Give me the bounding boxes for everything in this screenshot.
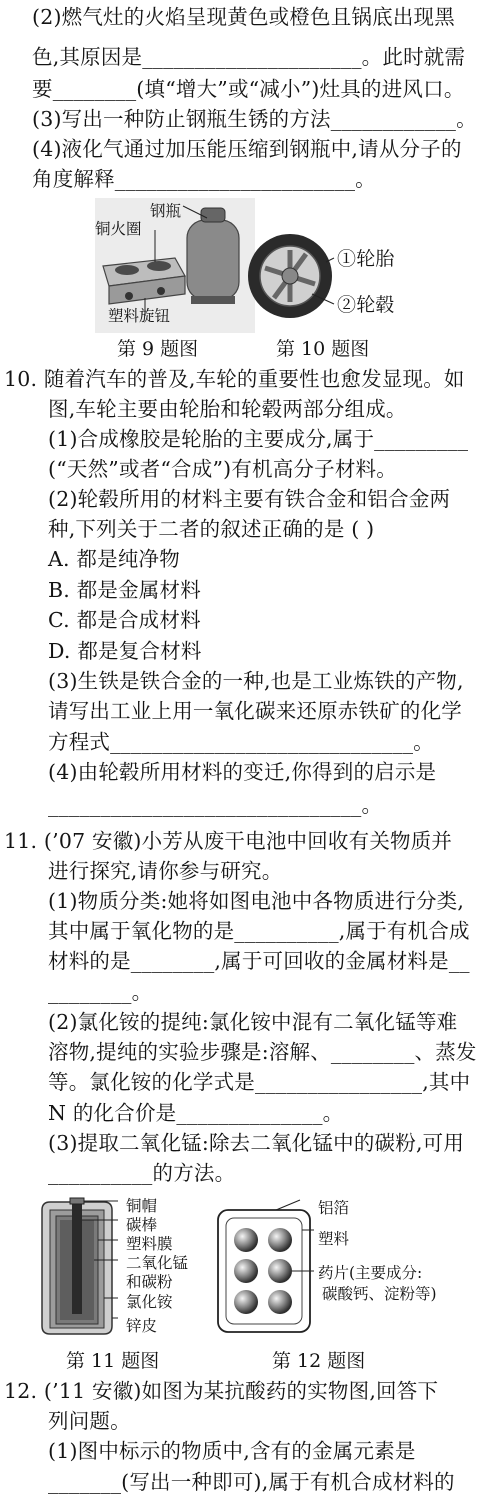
- label-wheel-hub: ②轮毂: [337, 294, 395, 316]
- antacid-blister-pack: [216, 1208, 312, 1334]
- q10-line-5: (2)轮毂所用的材料主要有铁合金和铝合金两: [48, 487, 451, 511]
- q11-line-4: 其中属于氧化物的是__________,属于有机合成: [48, 919, 470, 943]
- q10-line-10: (4)由轮毂所用材料的变迁,你得到的启示是: [48, 760, 437, 784]
- q9-line-3: 要________(填“增大”或“减小”)灶具的进风口。: [32, 77, 465, 101]
- label-copper-ring: 铜火圈: [95, 220, 142, 238]
- label-battery-1: 碳棒: [126, 1216, 158, 1234]
- q9-line-4: (3)写出一种防止钢瓶生锈的方法____________。: [32, 107, 477, 131]
- q11-line-5: 材料的是________,属于可回收的金属材料是__: [48, 949, 470, 973]
- q12-line-2: 列问题。: [48, 1409, 131, 1433]
- q10-line-2: 图,车轮主要由轮胎和轮毂两部分组成。: [48, 397, 407, 421]
- q11-line-11: (3)提取二氧化锰:除去二氧化锰中的碳粉,可用: [48, 1131, 465, 1155]
- q10-option-b: B. 都是金属材料: [48, 578, 201, 602]
- q12-line-4: _______(写出一种即可),属于有机合成材料的: [48, 1470, 455, 1494]
- q9-line-1: (2)燃气灶的火焰呈现黄色或橙色且锅底出现黑: [32, 5, 455, 29]
- q10-line-8: 请写出工业上用一氧化碳来还原赤铁矿的化学: [48, 699, 462, 723]
- q10-line-3: (1)合成橡胶是轮胎的主要成分,属于_________: [48, 427, 469, 451]
- figure-11-caption: 第 11 题图: [66, 1350, 160, 1372]
- q9-line-6: 角度解释_______________________。: [32, 167, 376, 191]
- q9-line-5: (4)液化气通过加压能压缩到钢瓶中,请从分子的: [32, 137, 462, 161]
- label-battery-0: 铜帽: [126, 1197, 158, 1215]
- label-battery-3: 二氧化锰: [126, 1254, 189, 1272]
- q11-line-6: ________。: [48, 980, 153, 1004]
- q11-line-9: 等。氯化铵的化学式是________________,其中: [48, 1070, 471, 1094]
- q10-line-9: 方程式_____________________________。: [48, 730, 434, 754]
- q9-line-2: 色,其原因是_____________________。此时就需: [32, 45, 466, 69]
- dry-battery-cross-section: [36, 1198, 118, 1338]
- q11-line-2: 进行探究,请你参与研究。: [48, 859, 283, 883]
- label-battery-6: 锌皮: [126, 1317, 158, 1335]
- q10-option-a: A. 都是纯净物: [48, 547, 180, 571]
- q12-line-3: (1)图中标示的物质中,含有的金属元素是: [48, 1439, 416, 1463]
- q10-line-7: (3)生铁是铁合金的一种,也是工业炼铁的产物,: [48, 669, 464, 693]
- label-plastic-knob: 塑料旋钮: [108, 307, 171, 325]
- q11-line-7: (2)氯化铵的提纯:氯化铵中混有二氧化锰等难: [48, 1010, 458, 1034]
- q10-line-11: ______________________________。: [48, 793, 383, 817]
- q11-line-3: (1)物质分类:她将如图电池中各物质进行分类,: [48, 889, 465, 913]
- q10-line-6: 种,下列关于二者的叙述正确的是 ( ): [48, 517, 375, 541]
- figure-9-caption: 第 9 题图: [117, 338, 199, 360]
- figure-12-caption: 第 12 题图: [272, 1350, 366, 1372]
- car-wheel-illustration: [246, 232, 336, 322]
- label-gas-bottle: 钢瓶: [150, 202, 182, 220]
- q11-line-8: 溶物,提纯的实验步骤是:溶解、________、蒸发: [48, 1040, 477, 1064]
- label-battery-4: 和碳粉: [126, 1273, 173, 1291]
- q12-line-1: 12. (’11 安徽)如图为某抗酸药的实物图,回答下: [4, 1379, 439, 1403]
- q11-line-10: N 的化合价是______________。: [48, 1101, 344, 1125]
- q10-line-4: (“天然”或者“合成”)有机高分子材料。: [48, 457, 397, 481]
- label-tire: ①轮胎: [337, 248, 395, 270]
- label-battery-5: 氯化铵: [126, 1293, 173, 1311]
- q10-option-d: D. 都是复合材料: [48, 639, 202, 663]
- q10-option-c: C. 都是合成材料: [48, 608, 201, 632]
- q10-line-1: 10. 随着汽车的普及,车轮的重要性也愈发显现。如: [4, 367, 465, 391]
- label-plastic: 塑料: [318, 1230, 350, 1248]
- label-battery-2: 塑料膜: [126, 1235, 173, 1253]
- q11-line-12: __________的方法。: [48, 1161, 236, 1185]
- label-tablet-line-2: 碳酸钙、淀粉等): [322, 1285, 437, 1303]
- figure-10-caption: 第 10 题图: [276, 338, 370, 360]
- label-tablet-line-1: 药片(主要成分:: [318, 1264, 423, 1282]
- q11-line-1: 11. (’07 安徽)小芳从废干电池中回收有关物质并: [4, 829, 453, 853]
- label-aluminum-foil: 铝箔: [318, 1199, 350, 1217]
